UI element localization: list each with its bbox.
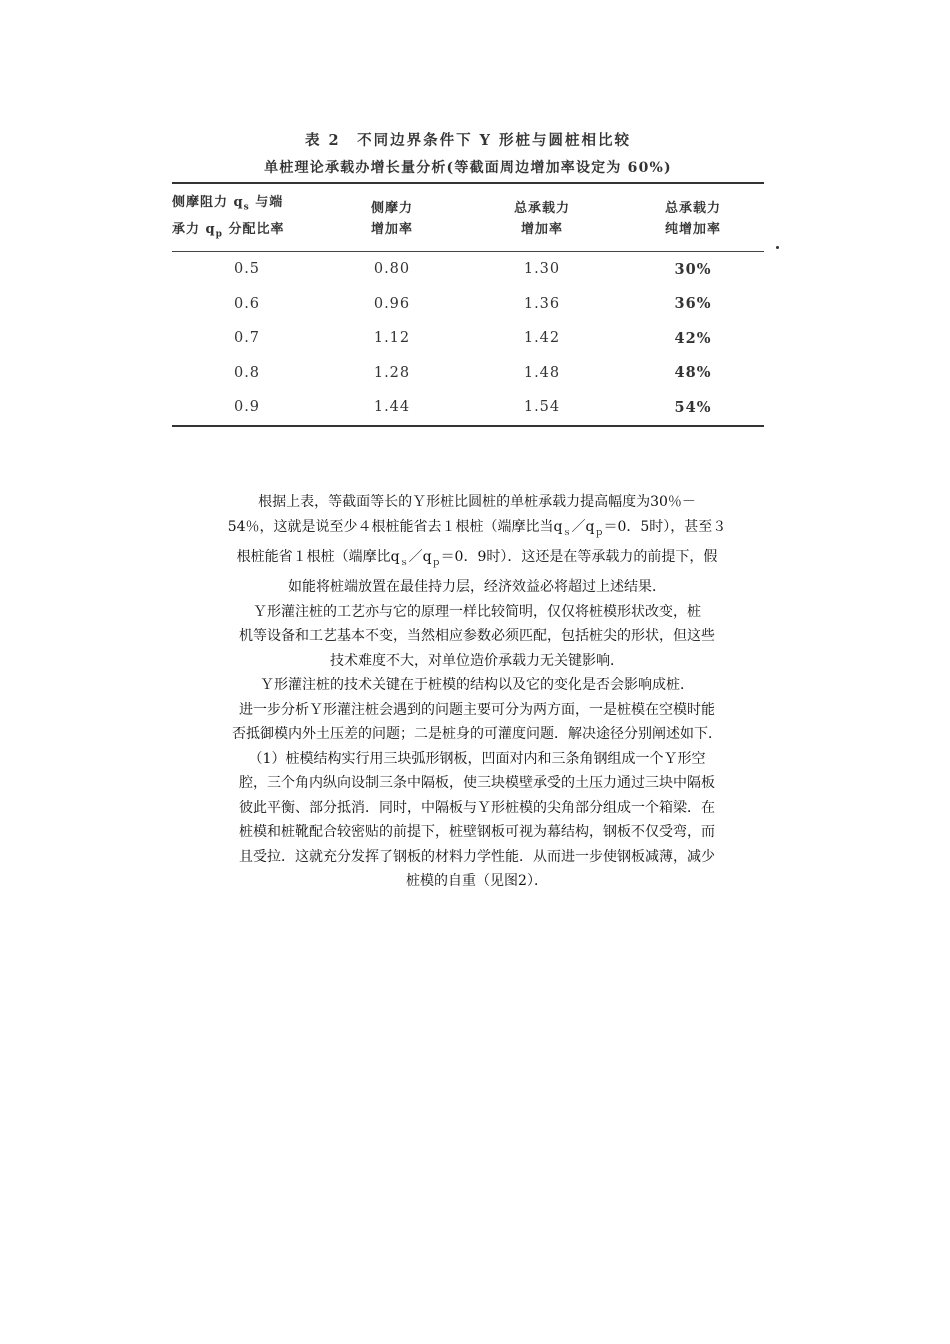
cell-ratio: 0.8 — [233, 364, 261, 381]
text-line: 进一步分析Ｙ形灌注桩会遇到的问题主要可分为两方面，一是桩模在空模时能 — [239, 701, 715, 718]
text-line: 彼此平衡、部分抵消．同时，中隔板与Ｙ形桩模的尖角部分组成一个箱梁．在 — [239, 799, 715, 816]
cell-total-capacity: 1.48 — [523, 364, 561, 381]
text-line: 如能将桩端放置在最佳持力层，经济效益必将超过上述结果． — [288, 579, 666, 596]
table-bottom-rule — [172, 425, 764, 427]
text-line: 根据上表，等截面等长的Ｙ形桩比圆桩的单桩承载力提高幅度为30％－ — [258, 494, 696, 510]
data-table-figure — [172, 128, 764, 427]
data-table — [172, 184, 764, 425]
cell-ratio: 0.7 — [233, 330, 261, 347]
body-text — [145, 490, 809, 894]
text-line: （1）桩模结构实行用三块弧形钢板，凹面对内和三条角钢组成一个Ｙ形空 — [248, 750, 706, 767]
cell-net-increase: 54% — [674, 398, 712, 416]
header-ratio: 侧摩阻力 $q_s$ 与端 承力 $q_p$ 分配比率 — [172, 195, 285, 240]
text-line: 根桩能省１根桩（端摩比$q_s/q_p=0$．9时）．这还是在等承载力的前提下，假 — [236, 548, 718, 568]
table-row — [172, 390, 764, 425]
text-line: Ｙ形灌注桩的技术关键在于桩模的结构以及它的变化是否会影响成桩． — [260, 677, 694, 694]
cell-total-capacity: 1.36 — [523, 295, 561, 312]
table-row — [172, 321, 764, 356]
scan-speck — [776, 246, 779, 249]
table-header-row — [172, 184, 764, 251]
table-caption-title: 表 2 不同边界条件下 Y 形桩与圆桩相比较 — [304, 132, 632, 149]
text-line: 且受拉．这就充分发挥了钢板的材料力学性能．从而进一步使钢板减薄，减少 — [239, 848, 715, 865]
cell-side-friction: 0.80 — [373, 261, 411, 278]
header-total-capacity: 总承载力 增加率 — [513, 200, 570, 237]
cell-ratio: 0.5 — [233, 261, 261, 278]
table-caption-subtitle: 单桩理论承载办增长量分析(等截面周边增加率设定为 60%) — [264, 160, 672, 176]
text-line: 机等设备和工艺基本不变，当然相应参数必须匹配，包括桩尖的形状，但这些 — [239, 628, 715, 645]
cell-total-capacity: 1.42 — [523, 330, 561, 347]
cell-side-friction: 1.44 — [373, 399, 411, 416]
table-row — [172, 287, 764, 322]
cell-total-capacity: 1.54 — [523, 399, 561, 416]
table-row — [172, 356, 764, 391]
text-line: 腔，三个角内纵向设制三条中隔板，使三块模壁承受的土压力通过三块中隔板 — [239, 775, 715, 792]
cell-total-capacity: 1.30 — [523, 261, 561, 278]
text-line: Ｙ形灌注桩的工艺亦与它的原理一样比较简明，仅仅将桩模形状改变，桩 — [253, 603, 701, 620]
text-line: 桩模的自重（见图2）． — [406, 873, 548, 890]
cell-side-friction: 1.12 — [373, 330, 411, 347]
cell-net-increase: 48% — [674, 364, 712, 382]
table-row — [172, 252, 764, 287]
cell-net-increase: 42% — [674, 329, 712, 347]
cell-side-friction: 1.28 — [373, 364, 411, 381]
cell-net-increase: 36% — [674, 295, 712, 313]
text-line: 桩模和桩靴配合较密贴的前提下，桩壁钢板可视为幕结构，钢板不仅受弯，而 — [239, 824, 715, 841]
cell-side-friction: 0.96 — [373, 295, 411, 312]
text-line: 技术难度不大，对单位造价承载力无关键影响． — [330, 652, 624, 669]
cell-ratio: 0.9 — [233, 399, 261, 416]
cell-net-increase: 30% — [674, 260, 712, 278]
text-line: 否抵御模内外土压差的问题；二是桩身的可灌度问题．解决途径分别阐述如下． — [232, 726, 722, 743]
text-line: 54％，这就是说至少４根桩能省去１根桩（端摩比当$q_s/q_p=0$．5时），甚至３ — [227, 518, 727, 538]
header-side-friction: 侧摩力 增加率 — [370, 200, 413, 237]
header-net-increase: 总承载力 纯增加率 — [664, 200, 721, 237]
cell-ratio: 0.6 — [233, 295, 261, 312]
